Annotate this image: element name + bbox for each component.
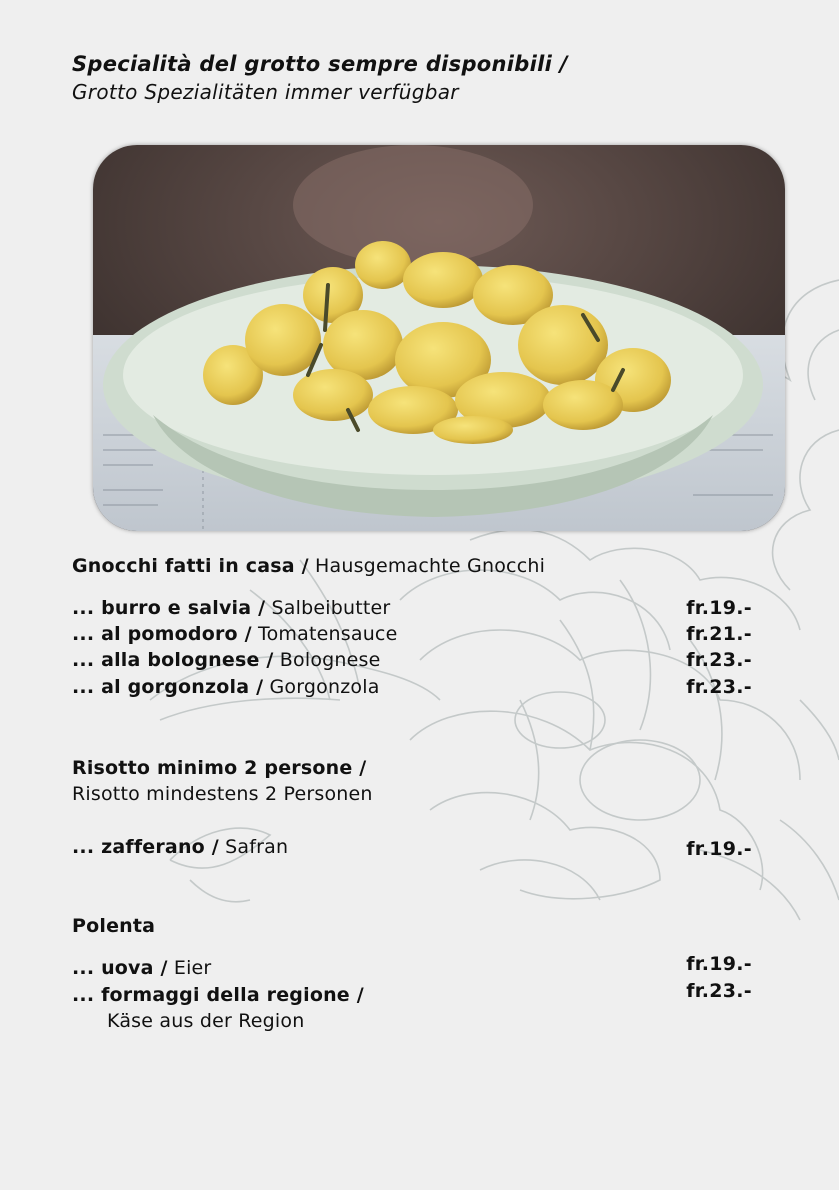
- risotto-heading-de: Risotto mindestens 2 Personen: [72, 783, 373, 805]
- menu-item-name-de: Eier: [173, 957, 212, 979]
- menu-item: [72, 957, 211, 979]
- menu-item-name-de: Tomatensauce: [258, 623, 398, 645]
- gnocchi-heading: [72, 555, 545, 577]
- gnocchi-plate-illustration: [93, 145, 785, 531]
- menu-item: [72, 676, 380, 698]
- gnocchi-heading-de: Hausgemachte Gnocchi: [315, 555, 546, 577]
- menu-item-name-it: ... al pomodoro /: [72, 623, 252, 645]
- menu-item-name-de: Gorgonzola: [269, 676, 380, 698]
- menu-header: [72, 50, 568, 106]
- header-title-it: Specialità del grotto sempre disponibili /: [72, 52, 568, 76]
- menu-item-price: fr.19.-: [686, 597, 752, 619]
- menu-item: [72, 649, 381, 671]
- menu-item-price: fr.19.-: [686, 838, 752, 860]
- menu-item-price: fr.19.-: [686, 953, 752, 975]
- menu-item: [72, 623, 397, 645]
- header-title-de: Grotto Spezialitäten immer verfügbar: [72, 80, 459, 104]
- menu-item-price: fr.23.-: [686, 649, 752, 671]
- menu-item-name-de: Salbeibutter: [271, 597, 391, 619]
- menu-item-name-it: ... burro e salvia /: [72, 597, 266, 619]
- polenta-heading: Polenta: [72, 915, 156, 937]
- menu-item-name-de: Bolognese: [279, 649, 381, 671]
- gnocchi-heading-it: Gnocchi fatti in casa /: [72, 555, 309, 577]
- menu-item-price: fr.23.-: [686, 980, 752, 1002]
- menu-item-price: fr.21.-: [686, 623, 752, 645]
- gnocchi-photo: [93, 145, 785, 531]
- menu-item-name-it: ... alla bolognese /: [72, 649, 274, 671]
- menu-item-name-it: ... al gorgonzola /: [72, 676, 264, 698]
- menu-item-name-it: ... zafferano /: [72, 836, 219, 858]
- menu-item-name-de: Safran: [225, 836, 289, 858]
- menu-item-name-de: Käse aus der Region: [107, 1010, 305, 1032]
- menu-item-name-it: ... uova /: [72, 957, 168, 979]
- menu-item: [72, 836, 288, 858]
- menu-item-name-it: ... formaggi della regione /: [72, 984, 364, 1006]
- risotto-heading-it: Risotto minimo 2 persone /: [72, 757, 367, 779]
- menu-item-price: fr.23.-: [686, 676, 752, 698]
- menu-item: [72, 597, 390, 619]
